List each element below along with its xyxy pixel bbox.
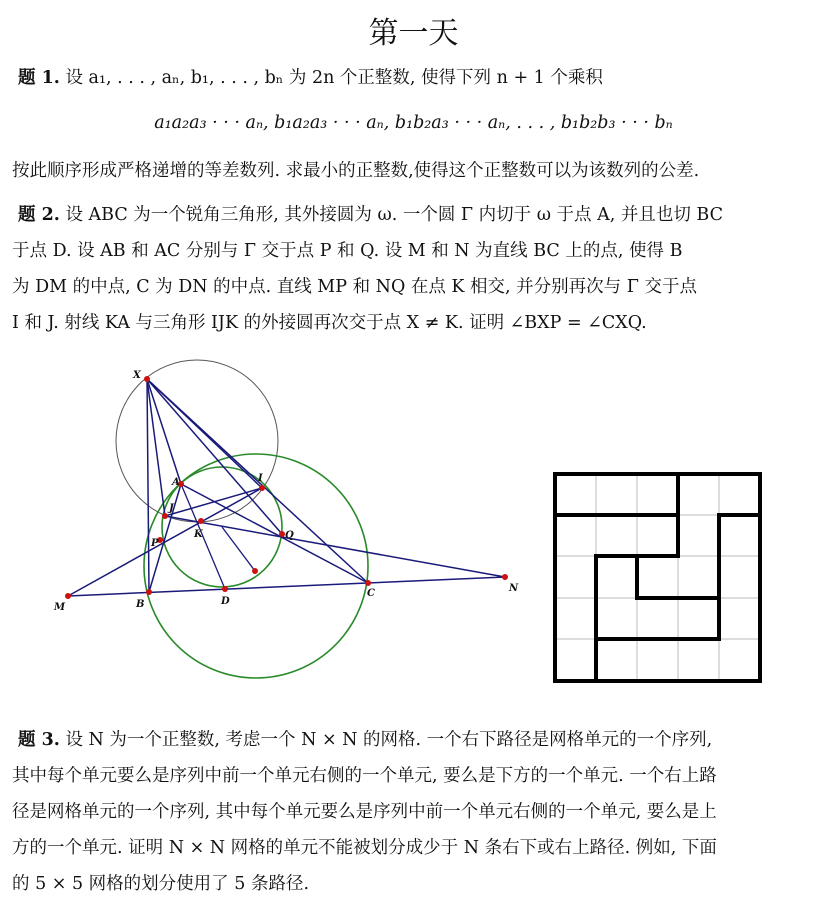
point-center <box>252 568 258 574</box>
problem-2-text-1: 设 ABC 为一个锐角三角形, 其外接圆为 ω. 一个圆 Γ 内切于 ω 于点 A, 并且也切 BC <box>65 205 723 225</box>
circle-ijk <box>116 360 278 522</box>
label-C: C <box>367 588 375 599</box>
problem-2-label: 题 2. <box>18 205 60 225</box>
problem-1-label: 题 1. <box>18 68 60 88</box>
geometry-figure <box>53 360 519 678</box>
point-C <box>365 580 371 586</box>
label-D: D <box>221 596 230 607</box>
point-X <box>144 376 150 382</box>
problem-3-text-3: 径是网格单元的一个序列, 其中每个单元要么是序列中前一个单元右侧的一个单元, 要么是上 <box>12 802 717 822</box>
point-J <box>162 513 168 519</box>
problem-1-text-1: 设 a₁, . . . , aₙ, b₁, . . . , bₙ 为 2n 个正整数, 使得下列 n + 1 个乘积 <box>65 68 603 88</box>
label-P: P <box>151 538 159 549</box>
point-B <box>146 589 152 595</box>
label-I: I <box>258 473 263 484</box>
point-D <box>222 586 228 592</box>
problem-3-text-2: 其中每个单元要么是序列中前一个单元右侧的一个单元, 要么是下方的一个单元. 一个右上路 <box>12 766 717 786</box>
label-K: K <box>194 529 203 540</box>
problem-1-formula: a₁a₂a₃ · · · aₙ, b₁a₂a₃ · · · aₙ, b₁b₂a₃ · · · aₙ, . . . , b₁b₂b₃ · · · bₙ <box>154 113 673 133</box>
page-title: 第一天 <box>368 16 459 51</box>
label-M: M <box>54 602 66 613</box>
problem-3-text-1: 设 N 为一个正整数, 考虑一个 N × N 的网格. 一个右下路径是网格单元的一个序列, <box>65 730 713 750</box>
grid-figure <box>555 474 760 681</box>
point-M <box>65 593 71 599</box>
label-N: N <box>509 583 519 594</box>
problem-3-line-1 <box>18 726 712 751</box>
problem-3-label: 题 3. <box>18 730 60 750</box>
problem-1-text-2: 按此顺序形成严格递增的等差数列. 求最小的正整数,使得这个正整数可以为该数列的公差. <box>12 161 700 181</box>
label-J: J <box>169 503 174 514</box>
problem-2-text-2: 于点 D. 设 AB 和 AC 分别与 Γ 交于点 P 和 Q. 设 M 和 N 为直线 BC 上的点, 使得 B <box>12 241 683 261</box>
problem-2-text-4: I 和 J. 射线 KA 与三角形 IJK 的外接圆再次交于点 X ≠ K. 证明 ∠BXP = ∠CXQ. <box>12 313 647 333</box>
problem-3-text-5: 的 5 × 5 网格的划分使用了 5 条路径. <box>12 874 310 894</box>
label-Q: Q <box>285 530 294 541</box>
point-N <box>502 574 508 580</box>
problem-2-text-3: 为 DM 的中点, C 为 DN 的中点. 直线 MP 和 NQ 在点 K 相交, 并分别再次与 Γ 交于点 <box>12 277 697 297</box>
point-I <box>259 485 265 491</box>
problem-3-text-4: 方的一个单元. 证明 N × N 网格的单元不能被划分成少于 N 条右下或右上路径. 例如, 下面 <box>12 838 717 858</box>
label-B: B <box>136 599 145 610</box>
label-A: A <box>172 477 180 488</box>
label-X: X <box>133 370 141 381</box>
point-K <box>198 518 204 524</box>
